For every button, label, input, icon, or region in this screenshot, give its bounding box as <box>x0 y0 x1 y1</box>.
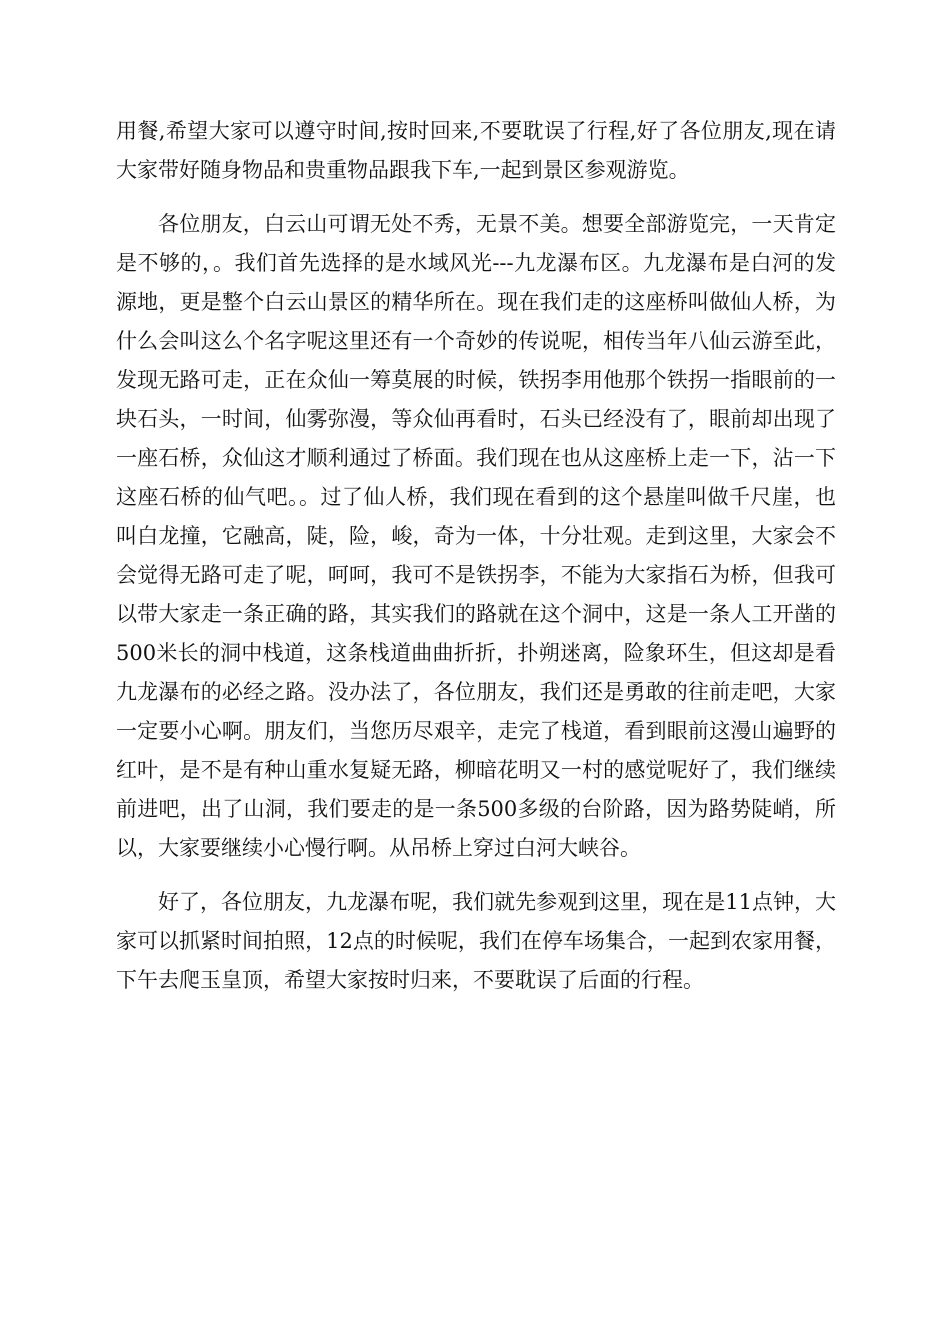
paragraph-1: 用餐,希望大家可以遵守时间,按时回来,不要耽误了行程,好了各位朋友,现在请大家带好随身物品和贵重物品跟我下车,一起到景区参观游览。 <box>116 119 836 182</box>
paragraph-2: 各位朋友，白云山可谓无处不秀，无景不美。想要全部游览完，一天肯定是不够的，。我们首先选择的是水域风光---九龙瀑布区。九龙瀑布是白河的发源地，更是整个白云山景区的精华所在。现在我们走的这座桥叫做仙人桥，为什么会叫这么个名字呢这里还有一个奇妙的传说呢，相传当年八仙云游至此，发现无路可走，正在众仙一筹莫展的时候，铁拐李用他那个铁拐一指眼前的一块石头，一时间，仙雾弥漫，等众仙再看时，石头已经没有了，眼前却出现了一座石桥，众仙这才顺利通过了桥面。我们现在也从这座桥上走一下，沾一下这座石桥的仙气吧。。过了仙人桥，我们现在看到的这个悬崖叫做千尺崖，也叫白龙撞，它融高，陡，险，峻，奇为一体，十分壮观。走到这里，大家会不会觉得无路可走了呢，呵呵，我可不是铁拐李，不能为大家指石为桥，但我可以带大家走一条正确的路，其实我们的路就在这个洞中，这是一条人工开凿的500米长的洞中栈道，这条栈道曲曲折折，扑朔迷离，险象环生，但这却是看九龙瀑布的必经之路。没办法了，各位朋友，我们还是勇敢的往前走吧，大家一定要小心啊。朋友们，当您历尽艰辛，走完了栈道，看到眼前这漫山遍野的红叶，是不是有种山重水复疑无路，柳暗花明又一村的感觉呢好了，我们继续前进吧，出了山洞，我们要走的是一条500多级的台阶路，因为路势陡峭，所以，大家要继续小心慢行啊。从吊桥上穿过白河大峡谷。 <box>116 212 836 860</box>
paragraph-3: 好了，各位朋友，九龙瀑布呢，我们就先参观到这里，现在是11点钟，大家可以抓紧时间拍照，12点的时候呢，我们在停车场集合，一起到农家用餐，下午去爬玉皇顶，希望大家按时归来，不要耽误了后面的行程。 <box>116 890 836 992</box>
document-body <box>116 112 836 1000</box>
